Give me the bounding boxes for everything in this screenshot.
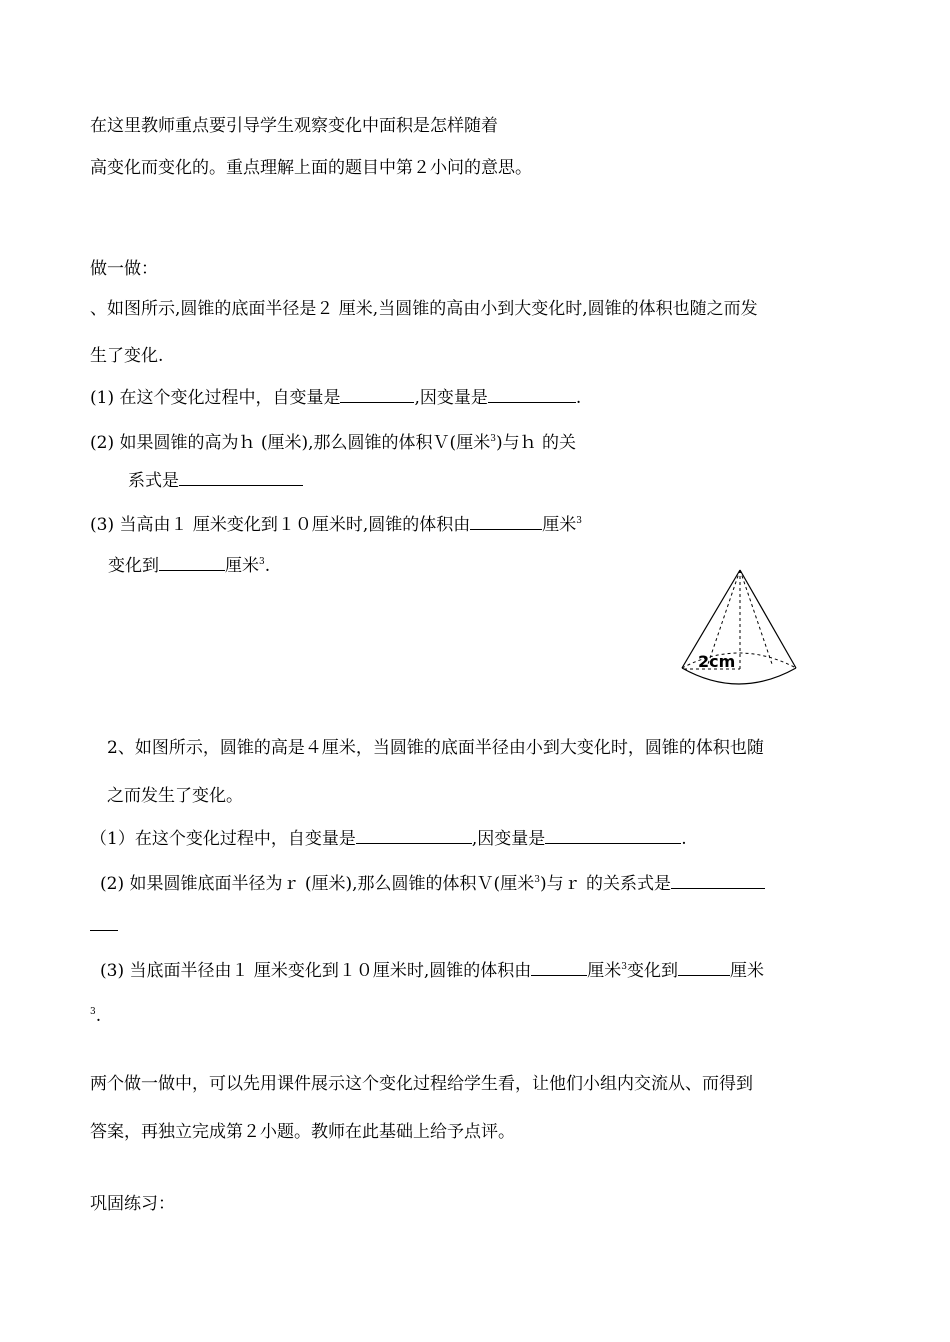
- q1-p1-blank-dependent[interactable]: [488, 386, 576, 403]
- q2-p2-text-b: )与ｒ 的关系式是: [539, 874, 671, 894]
- q2-p1-text-a: （1）在这个变化过程中，自变量是: [90, 829, 356, 849]
- q2-p3-blank-to[interactable]: [678, 959, 730, 976]
- q2-p2-blank-relation-cont[interactable]: [90, 914, 118, 931]
- q2-p1-text-c: .: [681, 829, 687, 849]
- q1-p3-text-c: 变化到: [108, 556, 159, 576]
- cone-radius-label: 2cm: [698, 652, 736, 671]
- q1-part-3-cont: [108, 551, 270, 577]
- q2-part-2-cont: [90, 914, 118, 937]
- q1-p3-sup-2: 3: [259, 557, 265, 567]
- q2-p1-blank-dependent[interactable]: [545, 827, 681, 844]
- q1-line-2: 生了变化.: [90, 346, 164, 366]
- q2-p3-text-a: (3) 当底面半径由１ 厘米变化到１０厘米时,圆锥的体积由: [100, 961, 532, 981]
- consolidate-heading: 巩固练习：: [90, 1194, 175, 1214]
- q2-p3-sup-2: 3: [90, 1007, 96, 1017]
- q2-part-3: [100, 956, 764, 982]
- q1-line-1: 、如图所示,圆锥的底面半径是２ 厘米,当圆锥的高由小到大变化时,圆锥的体积也随之而发: [90, 299, 758, 319]
- q2-p3-text-c: 变化到: [627, 961, 679, 981]
- q2-p3-blank-from[interactable]: [531, 959, 587, 976]
- q2-p2-sup: 3: [534, 875, 540, 885]
- q2-p2-text-a: (2) 如果圆锥底面半径为ｒ (厘米),那么圆锥的体积Ｖ(厘米: [100, 874, 535, 894]
- q1-p3-text-e: .: [264, 556, 271, 576]
- q2-p3-text-b: 厘米: [587, 961, 622, 981]
- q1-p3-sup: 3: [576, 516, 583, 526]
- q1-part-3: [90, 510, 582, 536]
- q1-part-1: [90, 386, 581, 409]
- q2-p3-text-e: .: [95, 1006, 102, 1026]
- q1-p2-sup: 3: [490, 434, 496, 444]
- q1-part-2-cont: [128, 469, 303, 492]
- q2-p3-sup: 3: [621, 962, 628, 972]
- q1-p3-text-a: (3) 当高由１ 厘米变化到１０厘米时,圆锥的体积由: [90, 515, 471, 535]
- intro-line-2: 高变化而变化的。重点理解上面的题目中第２小问的意思。: [90, 158, 532, 178]
- q1-p2-text-c: 系式是: [128, 471, 179, 491]
- q2-p3-text-d: 厘米: [730, 961, 765, 981]
- q2-part-1: [90, 827, 687, 850]
- q1-p2-blank-relation[interactable]: [179, 469, 303, 486]
- q2-p2-blank-relation[interactable]: [671, 872, 765, 889]
- q1-p3-blank-from[interactable]: [470, 513, 542, 530]
- q1-p2-text-a: (2) 如果圆锥的高为ｈ (厘米),那么圆锥的体积Ｖ(厘米: [90, 433, 491, 453]
- q2-part-3-cont: [90, 1001, 101, 1027]
- cone-figure: [676, 566, 802, 702]
- summary-line-1: 两个做一做中，可以先用课件展示这个变化过程给学生看，让他们小组内交流从、而得到: [90, 1074, 753, 1094]
- q1-part-2: [90, 428, 576, 454]
- q1-p1-text-b: ,因变量是: [414, 388, 488, 408]
- q1-p3-blank-to[interactable]: [159, 554, 225, 571]
- q2-p1-text-b: ,因变量是: [471, 829, 546, 849]
- q2-p1-blank-independent[interactable]: [356, 827, 472, 844]
- try-heading: 做一做：: [90, 259, 158, 279]
- q1-p2-text-b: )与ｈ 的关: [495, 433, 576, 453]
- q1-p1-text-a: (1) 在这个变化过程中，自变量是: [90, 388, 341, 408]
- summary-line-2: 答案，再独立完成第２小题。教师在此基础上给予点评。: [90, 1122, 515, 1142]
- q2-part-2: [100, 869, 765, 895]
- q2-line-1: 2、如图所示，圆锥的高是４厘米，当圆锥的底面半径由小到大变化时，圆锥的体积也随: [107, 738, 764, 758]
- q1-p3-text-d: 厘米: [225, 556, 259, 576]
- q1-p3-text-b: 厘米: [542, 515, 577, 535]
- q1-p1-blank-independent[interactable]: [340, 386, 414, 403]
- q2-line-2: 之而发生了变化。: [107, 786, 243, 806]
- q1-p1-text-c: .: [575, 388, 582, 408]
- intro-line-1: 在这里教师重点要引导学生观察变化中面积是怎样随着: [90, 116, 498, 136]
